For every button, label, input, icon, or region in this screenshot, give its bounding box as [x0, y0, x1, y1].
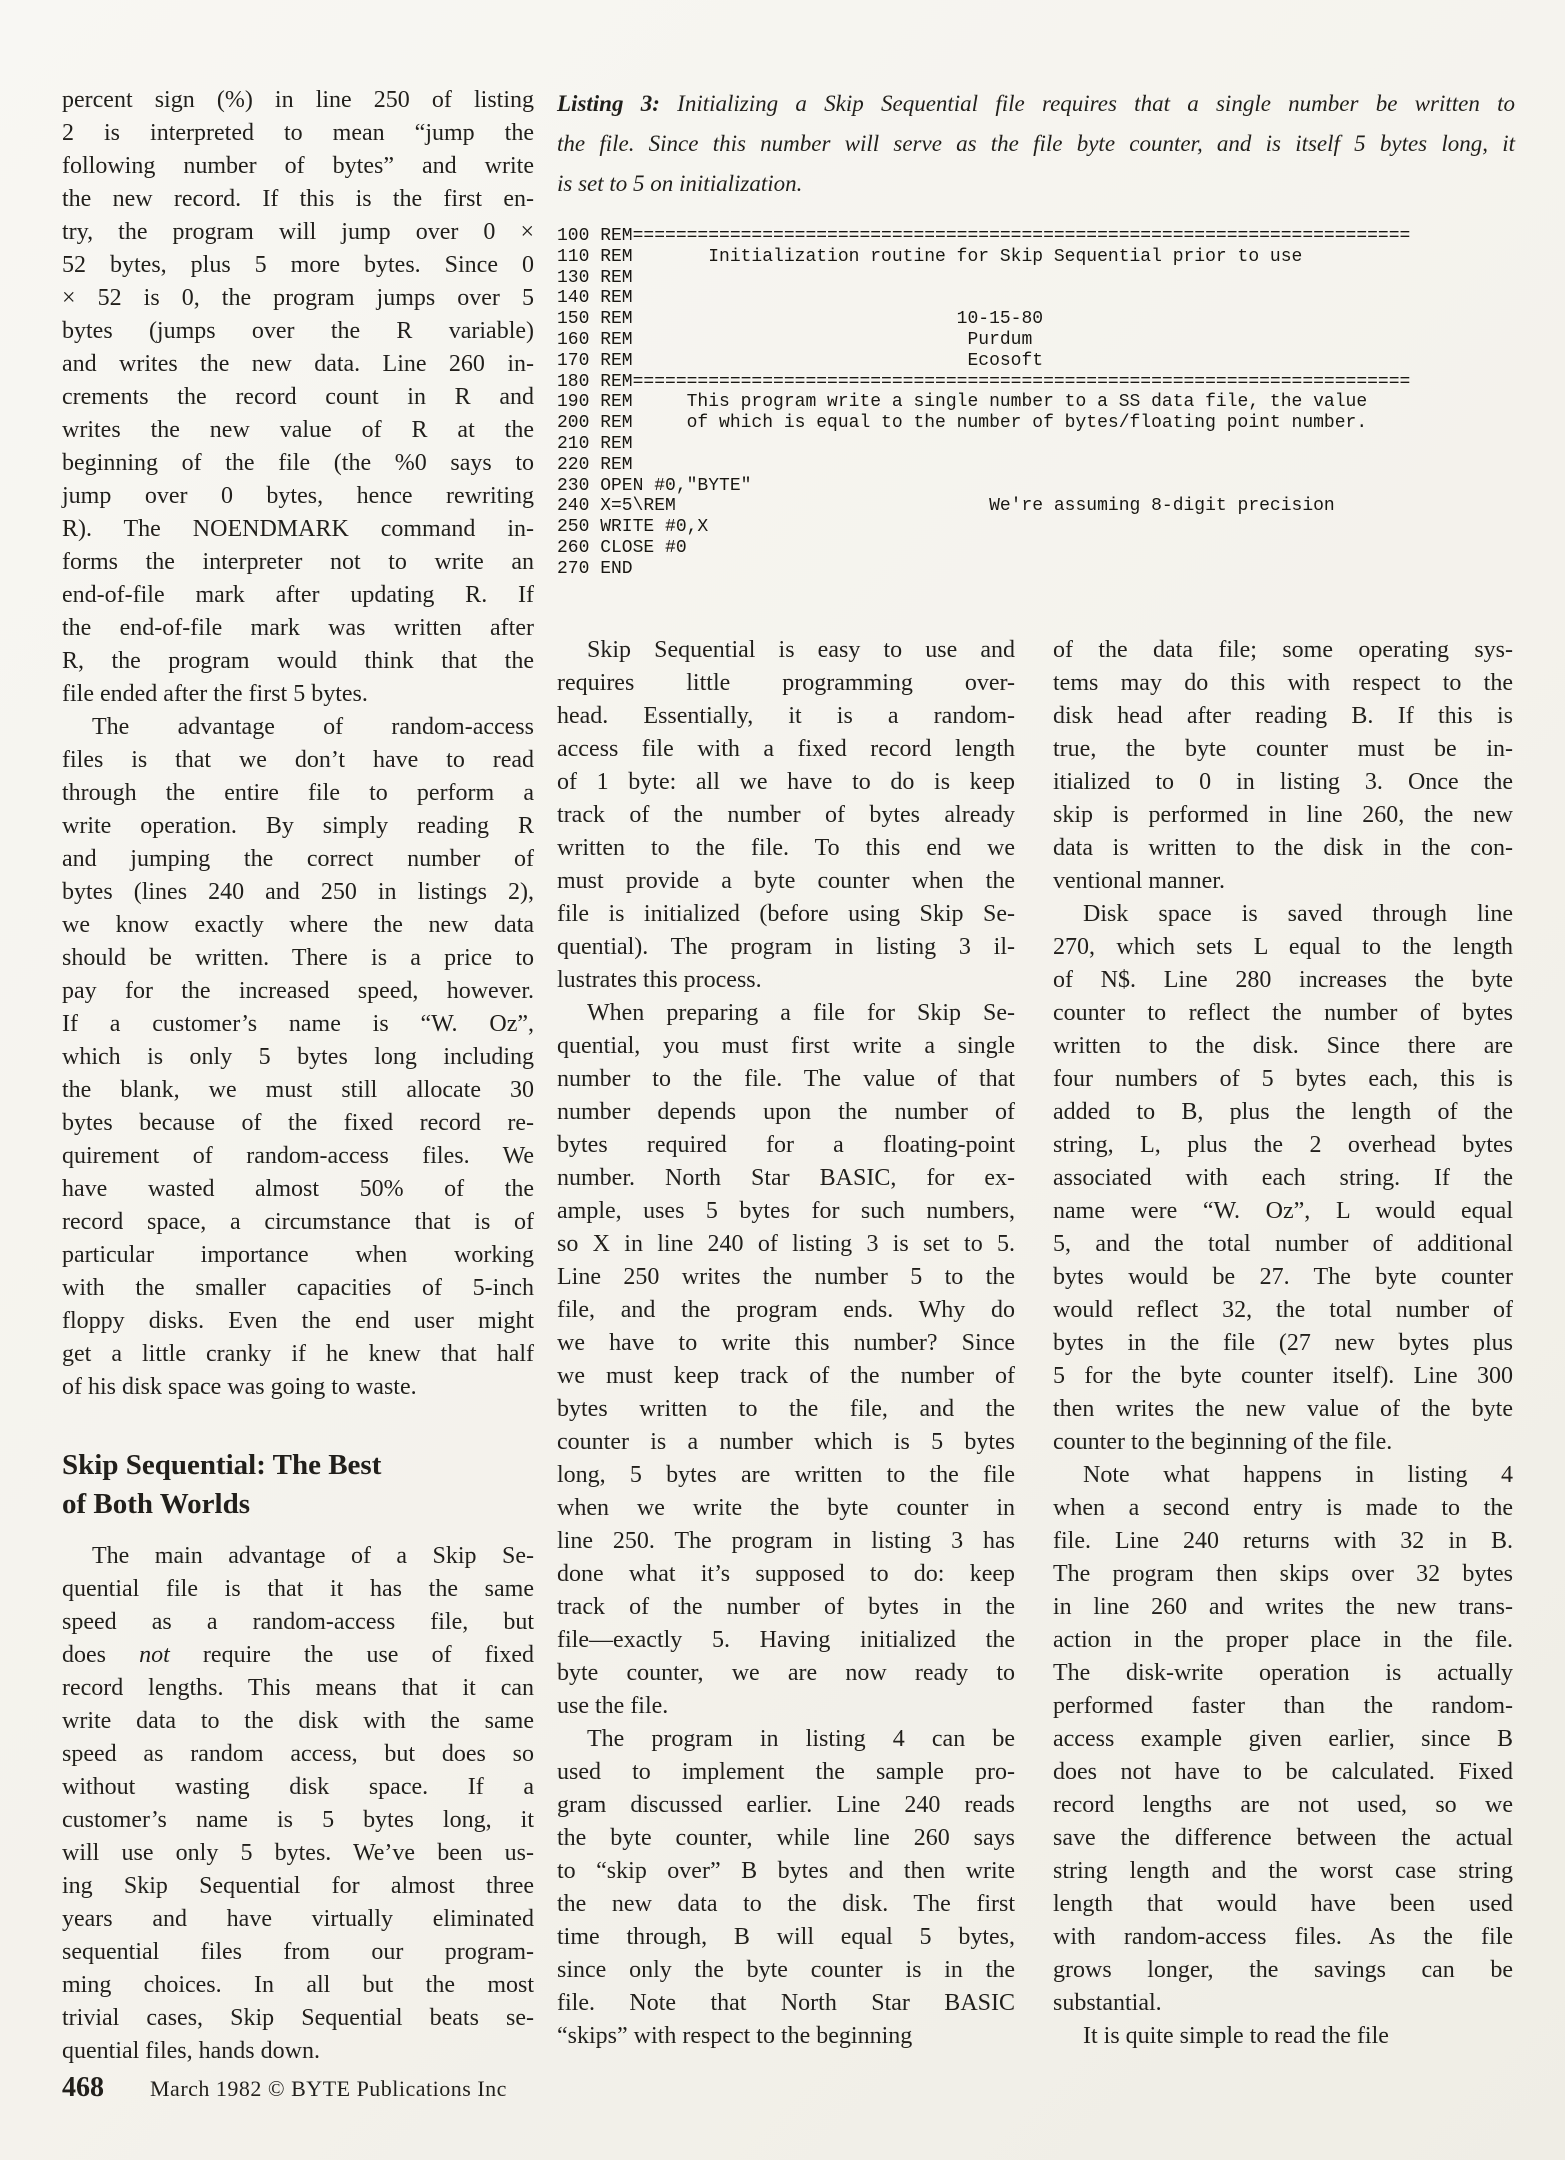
text-line: the byte counter, while line 260 says [557, 1825, 1015, 1851]
text-line: will use only 5 bytes. We’ve been us- [62, 1840, 534, 1866]
text-line: bytes (jumps over the R variable) [62, 318, 534, 344]
code-line: 130 REM [557, 267, 633, 288]
text-line: does not require the use of fixed [62, 1642, 534, 1668]
text-line: skip is performed in line 260, the new [1053, 802, 1513, 828]
text-line: to “skip over” B bytes and then write [557, 1858, 1015, 1884]
text-line: with the smaller capacities of 5-inch [62, 1275, 534, 1301]
text-line: quential). The program in listing 3 il- [557, 934, 1015, 960]
text-line: the end-of-file mark was written after [62, 615, 534, 641]
text-line: data is written to the disk in the con- [1053, 835, 1513, 861]
text-line: particular importance when working [62, 1242, 534, 1268]
text-line: file ended after the first 5 bytes. [62, 681, 368, 707]
text-line: “skips” with respect to the beginning [557, 2023, 913, 2049]
text-line: of 1 byte: all we have to do is keep [557, 769, 1015, 795]
text-line: performed faster than the random- [1053, 1693, 1513, 1719]
text-line: length that would have been used [1053, 1891, 1513, 1917]
text-line: jump over 0 bytes, hence rewriting [62, 483, 534, 509]
code-line: 240 X=5\REM We're assuming 8-digit precision [557, 496, 1335, 517]
text-line: gram discussed earlier. Line 240 reads [557, 1792, 1015, 1818]
text-line: It is quite simple to read the file [1083, 2023, 1389, 2049]
column-right [1053, 634, 1513, 2053]
text-line: time through, B will equal 5 bytes, [557, 1924, 1015, 1950]
paragraph [1053, 1459, 1513, 2020]
text-line: quential files, hands down. [62, 2038, 320, 2064]
text-line: we know exactly where the new data [62, 912, 534, 938]
text-line: then writes the new value of the byte [1053, 1396, 1513, 1422]
text-line: beginning of the file (the %0 says to [62, 450, 534, 476]
text-line: file is initialized (before using Skip Se- [557, 901, 1015, 927]
text-line: ming choices. In all but the most [62, 1972, 534, 1998]
text-line: 2 is interpreted to mean “jump the [62, 120, 534, 146]
text-line: counter to the beginning of the file. [1053, 1429, 1393, 1455]
text-line: get a little cranky if he knew that half [62, 1341, 534, 1367]
text-line: ample, uses 5 bytes for such numbers, [557, 1198, 1015, 1224]
text-line: of his disk space was going to waste. [62, 1374, 417, 1400]
text-line: action in the proper place in the file. [1053, 1627, 1513, 1653]
paragraph [62, 711, 534, 1404]
text-line: through the entire file to perform a [62, 780, 534, 806]
text-line: bytes would be 27. The byte counter [1053, 1264, 1513, 1290]
text-line: so X in line 240 of listing 3 is set to 5. [557, 1231, 1015, 1257]
text-line: access example given earlier, since B [1053, 1726, 1513, 1752]
text-line: Note what happens in listing 4 [1083, 1462, 1513, 1488]
text-line: the file. Since this number will serve as the file byte counter, and is itself 5 bytes long, it [557, 131, 1515, 156]
text-line: of N$. Line 280 increases the byte [1053, 967, 1513, 993]
code-listing-3 [557, 84, 1515, 580]
text-line: write data to the disk with the same [62, 1708, 534, 1734]
text-line: is set to 5 on initialization. [557, 171, 803, 196]
code-line: 270 END [557, 558, 633, 579]
text-line: bytes (lines 240 and 250 in listings 2), [62, 879, 534, 905]
text-line: does not have to be calculated. Fixed [1053, 1759, 1513, 1785]
text-line: files is that we don’t have to read [62, 747, 534, 773]
paragraph [1053, 898, 1513, 1459]
text-line: we have to write this number? Since [557, 1330, 1015, 1356]
text-line: track of the number of bytes already [557, 802, 1015, 828]
paragraph [62, 84, 534, 711]
text-line: The program then skips over 32 bytes [1053, 1561, 1513, 1587]
text-line: save the difference between the actual [1053, 1825, 1513, 1851]
text-line: used to implement the sample pro- [557, 1759, 1015, 1785]
text-line: written to the disk. Since there are [1053, 1033, 1513, 1059]
paragraph [62, 1540, 534, 2068]
text-line: long, 5 bytes are written to the file [557, 1462, 1015, 1488]
text-line: true, the byte counter must be in- [1053, 736, 1513, 762]
text-line: would reflect 32, the total number of [1053, 1297, 1513, 1323]
text-line: 5, and the total number of additional [1053, 1231, 1513, 1257]
text-line: four numbers of 5 bytes each, this is [1053, 1066, 1513, 1092]
text-line: string, L, plus the 2 overhead bytes [1053, 1132, 1513, 1158]
page-footer [62, 2072, 507, 2104]
text-line: × 52 is 0, the program jumps over 5 [62, 285, 534, 311]
text-line: number depends upon the number of [557, 1099, 1015, 1125]
text-line: quential, you must first write a single [557, 1033, 1015, 1059]
code-line: 160 REM Purdum [557, 329, 1033, 350]
code-line: 230 OPEN #0,"BYTE" [557, 475, 752, 496]
text-line: line 250. The program in listing 3 has [557, 1528, 1015, 1554]
text-line: disk head after reading B. If this is [1053, 703, 1513, 729]
code-line: 110 REM Initialization routine for Skip Sequential prior to use [557, 246, 1303, 267]
text-line: customer’s name is 5 bytes long, it [62, 1807, 534, 1833]
text-line: have wasted almost 50% of the [62, 1176, 534, 1202]
text-line: file, and the program ends. Why do [557, 1297, 1015, 1323]
text-line: we must keep track of the number of [557, 1363, 1015, 1389]
text-line: when we write the byte counter in [557, 1495, 1015, 1521]
text-line: The main advantage of a Skip Se- [92, 1543, 534, 1569]
code-line: 260 CLOSE #0 [557, 537, 687, 558]
page-number: 468 [62, 2072, 104, 2103]
text-line: tems may do this with respect to the [1053, 670, 1513, 696]
text-line: number to the file. The value of that [557, 1066, 1015, 1092]
column-left [62, 84, 534, 2068]
text-line: trivial cases, Skip Sequential beats se- [62, 2005, 534, 2031]
text-line: lustrates this process. [557, 967, 762, 993]
text-line: bytes because of the fixed record re- [62, 1110, 534, 1136]
text-line: with random-access files. As the file [1053, 1924, 1513, 1950]
text-line: done what it’s supposed to do: keep [557, 1561, 1015, 1587]
text-line: bytes in the file (27 new bytes plus [1053, 1330, 1513, 1356]
text-line: name were “W. Oz”, L would equal [1053, 1198, 1513, 1224]
text-line: file. Note that North Star BASIC [557, 1990, 1015, 2016]
text-line: file. Line 240 returns with 32 in B. [1053, 1528, 1513, 1554]
text-line: speed as random access, but does so [62, 1741, 534, 1767]
code-line: 190 REM This program write a single number to a SS data file, the value [557, 392, 1368, 413]
text-line: without wasting disk space. If a [62, 1774, 534, 1800]
text-line: 270, which sets L equal to the length [1053, 934, 1513, 960]
code-line: 210 REM [557, 433, 633, 454]
text-line: substantial. [1053, 1990, 1162, 2016]
text-line: The disk-write operation is actually [1053, 1660, 1513, 1686]
text-line: Disk space is saved through line [1083, 901, 1513, 927]
text-line: when a second entry is made to the [1053, 1495, 1513, 1521]
listing-caption-text [557, 84, 1515, 204]
code-line: 140 REM [557, 288, 633, 309]
text-line: forms the interpreter not to write an [62, 549, 534, 575]
text-line: number. North Star BASIC, for ex- [557, 1165, 1015, 1191]
code-line: 100 REM======================================================================== [557, 226, 1411, 246]
code-line: 220 REM [557, 454, 633, 475]
text-line: ing Skip Sequential for almost three [62, 1873, 534, 1899]
text-line: which is only 5 bytes long including [62, 1044, 534, 1070]
code-line: 200 REM of which is equal to the number of bytes/floating point number. [557, 413, 1368, 434]
paragraph [1053, 634, 1513, 898]
code-line: 150 REM 10-15-80 [557, 309, 1044, 330]
text-line: should be written. There is a price to [62, 945, 534, 971]
text-line: counter to reflect the number of bytes [1053, 1000, 1513, 1026]
text-line: added to B, plus the length of the [1053, 1099, 1513, 1125]
text-line: quential file is that it has the same [62, 1576, 534, 1602]
text-line: Line 250 writes the number 5 to the [557, 1264, 1015, 1290]
text-line: file—exactly 5. Having initialized the [557, 1627, 1015, 1653]
text-line: counter is a number which is 5 bytes [557, 1429, 1015, 1455]
code-line: 250 WRITE #0,X [557, 517, 709, 538]
text-line: Skip Sequential: The Best [62, 1449, 382, 1481]
text-line: in line 260 and writes the new trans- [1053, 1594, 1513, 1620]
paragraph [1053, 2020, 1513, 2053]
text-line: 5 for the byte counter itself). Line 300 [1053, 1363, 1513, 1389]
text-line: byte counter, we are now ready to [557, 1660, 1015, 1686]
footer-credit: March 1982 © BYTE Publications Inc [150, 2076, 507, 2101]
text-line: try, the program will jump over 0 × [62, 219, 534, 245]
text-line: track of the number of bytes in the [557, 1594, 1015, 1620]
paragraph [557, 634, 1015, 997]
text-line: write operation. By simply reading R [62, 813, 534, 839]
text-line: The advantage of random-access [92, 714, 534, 740]
text-line: string length and the worst case string [1053, 1858, 1513, 1884]
text-line: and jumping the correct number of [62, 846, 534, 872]
text-line: Skip Sequential is easy to use and [587, 637, 1015, 663]
text-line: floppy disks. Even the end user might [62, 1308, 534, 1334]
text-line: end-of-file mark after updating R. If [62, 582, 534, 608]
text-line: and writes the new data. Line 260 in- [62, 351, 534, 377]
text-line: associated with each string. If the [1053, 1165, 1513, 1191]
paragraph [557, 1723, 1015, 2053]
text-line: The program in listing 4 can be [587, 1726, 1015, 1752]
text-line: When preparing a file for Skip Se- [587, 1000, 1015, 1026]
listing-code [557, 226, 1515, 580]
text-line: written to the file. To this end we [557, 835, 1015, 861]
text-line: grows longer, the savings can be [1053, 1957, 1513, 1983]
text-line: 52 bytes, plus 5 more bytes. Since 0 [62, 252, 534, 278]
text-line: quirement of random-access files. We [62, 1143, 534, 1169]
text-line: R). The NOENDMARK command in- [62, 516, 534, 542]
text-line: Listing 3: Initializing a Skip Sequential file requires that a single number be written to [557, 91, 1516, 116]
paragraph [557, 997, 1015, 1723]
text-line: bytes written to the file, and the [557, 1396, 1015, 1422]
text-line: of Both Worlds [62, 1488, 251, 1520]
listing-caption [557, 84, 1515, 204]
text-line: record lengths are not used, so we [1053, 1792, 1513, 1818]
text-line: If a customer’s name is “W. Oz”, [62, 1011, 534, 1037]
text-line: record space, a circumstance that is of [62, 1209, 534, 1235]
text-line: crements the record count in R and [62, 384, 534, 410]
text-line: pay for the increased speed, however. [62, 978, 534, 1004]
text-line: sequential files from our program- [62, 1939, 534, 1965]
text-line: requires little programming over- [557, 670, 1015, 696]
text-line: record lengths. This means that it can [62, 1675, 534, 1701]
text-line: years and have virtually eliminated [62, 1906, 534, 1932]
text-line: must provide a byte counter when the [557, 868, 1015, 894]
text-line: R, the program would think that the [62, 648, 534, 674]
section-heading [62, 1446, 534, 1524]
text-line: the blank, we must still allocate 30 [62, 1077, 534, 1103]
text-line: following number of bytes” and write [62, 153, 534, 179]
text-line: bytes required for a floating-point [557, 1132, 1015, 1158]
column-middle [557, 634, 1015, 2053]
code-line: 180 REM======================================================================== [557, 371, 1411, 392]
text-line: speed as a random-access file, but [62, 1609, 534, 1635]
text-line: use the file. [557, 1693, 669, 1719]
code-line: 170 REM Ecosoft [557, 350, 1044, 371]
text-line: since only the byte counter is in the [557, 1957, 1015, 1983]
text-line: head. Essentially, it is a random- [557, 703, 1015, 729]
text-line: ventional manner. [1053, 868, 1225, 894]
text-line: percent sign (%) in line 250 of listing [62, 87, 534, 113]
text-line: the new data to the disk. The first [557, 1891, 1015, 1917]
text-line: access file with a fixed record length [557, 736, 1015, 762]
text-line: writes the new value of R at the [62, 417, 534, 443]
text-line: the new record. If this is the first en- [62, 186, 534, 212]
text-line: of the data file; some operating sys- [1053, 637, 1513, 663]
text-line: itialized to 0 in listing 3. Once the [1053, 769, 1513, 795]
